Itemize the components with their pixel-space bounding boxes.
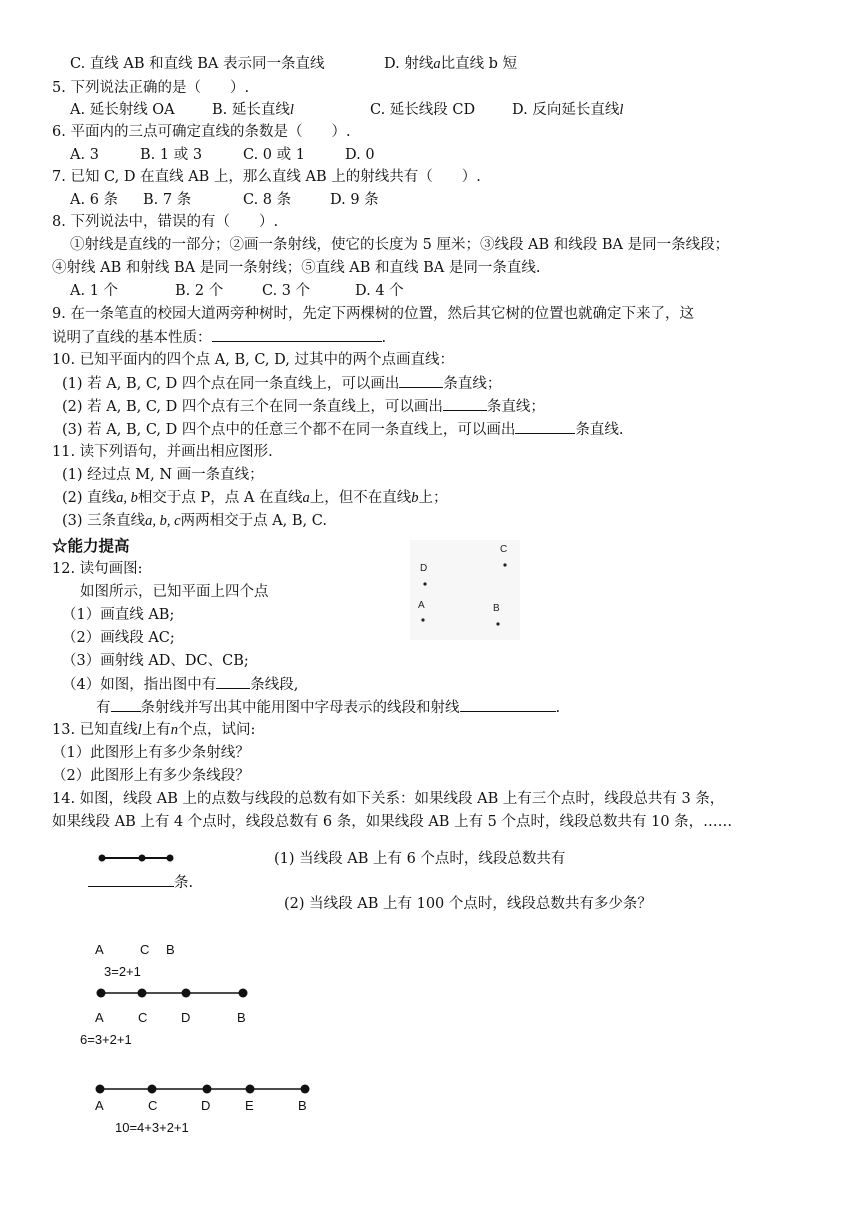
answer-blank[interactable] — [399, 373, 443, 388]
q8-option-d: D. 4 个 — [355, 283, 404, 299]
option-c: C. 直线 AB 和直线 BA 表示同一条直线 — [70, 56, 325, 72]
row1-equation: 3=2+1 — [104, 964, 141, 979]
point-label-d: D — [420, 563, 428, 574]
row2-equation: 6=3+2+1 — [80, 1032, 132, 1047]
point-label-b: B — [493, 603, 500, 614]
q6-option-d: D. 0 — [345, 147, 375, 163]
q11-part-2: (2) 直线a, b相交于点 P，点 A 在直线a上，但不在直线b上； — [62, 490, 448, 506]
answer-blank[interactable] — [460, 697, 556, 712]
row2-label-c: C — [138, 1010, 148, 1025]
q7-option-c: C. 8 条 — [243, 192, 292, 208]
question-14: 14. 如图，线段 AB 上的点数与线段的总数有如下关系：如果线段 AB 上有三个点时，线段总共有 3 条， — [52, 791, 725, 807]
point-label-c: C — [500, 544, 508, 555]
point-c — [503, 563, 506, 566]
q8-option-b: B. 2 个 — [175, 283, 224, 299]
q6-option-b: B. 1 或 3 — [140, 147, 203, 163]
q8-statements-2: ④射线 AB 和射线 BA 是同一条射线；⑤直线 AB 和直线 BA 是同一条直线. — [52, 260, 541, 276]
answer-blank[interactable] — [443, 396, 487, 411]
q8-option-a: A. 1 个 — [70, 283, 119, 299]
question-9: 9. 在一条笔直的校园大道两旁种树时，先定下两棵树的位置，然后其它树的位置也就确定下来了，这 — [52, 306, 694, 322]
point-b — [496, 622, 499, 625]
row3-label-c: C — [148, 1098, 158, 1113]
point-a — [421, 618, 424, 621]
q5-option-b: B. 延长直线l — [212, 102, 294, 118]
q7-option-b: B. 7 条 — [143, 192, 192, 208]
q12-intro: 如图所示，已知平面上四个点 — [80, 584, 269, 600]
small-segment-figure — [98, 852, 178, 864]
option-d: D. 射线a比直线 b 短 — [384, 56, 518, 72]
answer-blank[interactable] — [212, 327, 382, 342]
q5-option-c: C. 延长线段 CD — [370, 102, 476, 118]
q10-part-3: (3) 若 A, B, C, D 四个点中的任意三个都不在同一条直线上，可以画出 条直线. — [62, 419, 623, 440]
q8-option-c: C. 3 个 — [262, 283, 311, 299]
row2-segment — [96, 986, 256, 1000]
q5-option-d: D. 反向延长直线l — [512, 102, 624, 118]
point-d — [423, 582, 426, 585]
q6-option-a: A. 3 — [70, 147, 99, 163]
question-10: 10. 已知平面内的四个点 A, B, C, D, 过其中的两个点画直线： — [52, 352, 454, 368]
q8-statements-1: ①射线是直线的一部分；②画一条射线，使它的长度为 5 厘米；③线段 AB 和线段 BA 是同一条线段； — [70, 237, 730, 253]
row3-segment — [95, 1082, 319, 1096]
row1-label-b: B — [166, 942, 175, 957]
q12-part-4-cont: 有 条射线并写出其中能用图中字母表示的线段和射线 . — [96, 697, 560, 718]
answer-blank[interactable] — [88, 872, 174, 887]
row1-label-a: A — [95, 942, 104, 957]
answer-blank[interactable] — [515, 419, 575, 434]
question-13: 13. 已知直线l上有n个点，试问: — [52, 722, 256, 738]
row3-label-a: A — [95, 1098, 104, 1113]
question-6: 6. 平面内的三点可确定直线的条数是（ ）. — [52, 124, 351, 140]
question-5: 5. 下列说法正确的是（ ）. — [52, 80, 250, 96]
q6-option-c: C. 0 或 1 — [243, 147, 305, 163]
q13-part-2: （2）此图形上有多少条线段？ — [52, 768, 250, 784]
q10-part-2: (2) 若 A, B, C, D 四个点有三个在同一条直线上，可以画出 条直线； — [62, 396, 545, 417]
q12-part-1: （1）画直线 AB; — [62, 607, 175, 623]
q11-part-3: (3) 三条直线a, b, c两两相交于点 A, B, C. — [62, 513, 327, 529]
q5-option-a: A. 延长射线 OA — [70, 102, 175, 118]
q14-part-2: (2) 当线段 AB 上有 100 个点时，线段总数共有多少条？ — [284, 896, 652, 912]
answer-blank[interactable] — [216, 674, 250, 689]
row3-label-e: E — [245, 1098, 254, 1113]
q7-option-d: D. 9 条 — [330, 192, 379, 208]
row3-label-d: D — [201, 1098, 211, 1113]
question-9-cont: 说明了直线的基本性质： . — [52, 327, 386, 348]
q7-option-a: A. 6 条 — [70, 192, 119, 208]
q10-part-1: (1) 若 A, B, C, D 四个点在同一条直线上，可以画出 条直线； — [62, 373, 501, 394]
four-points-figure — [410, 540, 520, 650]
figure-background — [410, 540, 520, 640]
q12-part-3: （3）画射线 AD、DC、CB; — [62, 653, 249, 669]
row1-label-c: C — [140, 942, 150, 957]
question-8: 8. 下列说法中，错误的有（ ）. — [52, 214, 279, 230]
q11-part-1: (1) 经过点 M, N 画一条直线； — [62, 467, 264, 483]
row3-equation: 10=4+3+2+1 — [115, 1120, 189, 1135]
row3-label-b: B — [298, 1098, 307, 1113]
section-heading: ☆能力提高 — [52, 536, 130, 555]
q12-part-4: （4）如图，指出图中有 条线段, — [62, 674, 298, 695]
question-12: 12. 读句画图: — [52, 561, 143, 577]
point-label-a: A — [418, 600, 425, 611]
q14-part-1-cont: 条. — [88, 872, 193, 893]
row2-label-b: B — [237, 1010, 246, 1025]
row2-label-a: A — [95, 1010, 104, 1025]
q12-part-2: （2）画线段 AC; — [62, 630, 175, 646]
question-7: 7. 已知 C, D 在直线 AB 上，那么直线 AB 上的射线共有（ ）. — [52, 169, 481, 185]
q13-part-1: （1）此图形上有多少条射线？ — [52, 745, 250, 761]
q14-part-1: (1) 当线段 AB 上有 6 个点时，线段总数共有 — [274, 851, 566, 867]
answer-blank[interactable] — [111, 697, 141, 712]
question-14-cont: 如果线段 AB 上有 4 个点时，线段总数有 6 条，如果线段 AB 上有 5 个点时，线段总数共有 10 条，…… — [52, 814, 733, 830]
question-11: 11. 读下列语句，并画出相应图形. — [52, 444, 273, 460]
row2-label-d: D — [181, 1010, 191, 1025]
